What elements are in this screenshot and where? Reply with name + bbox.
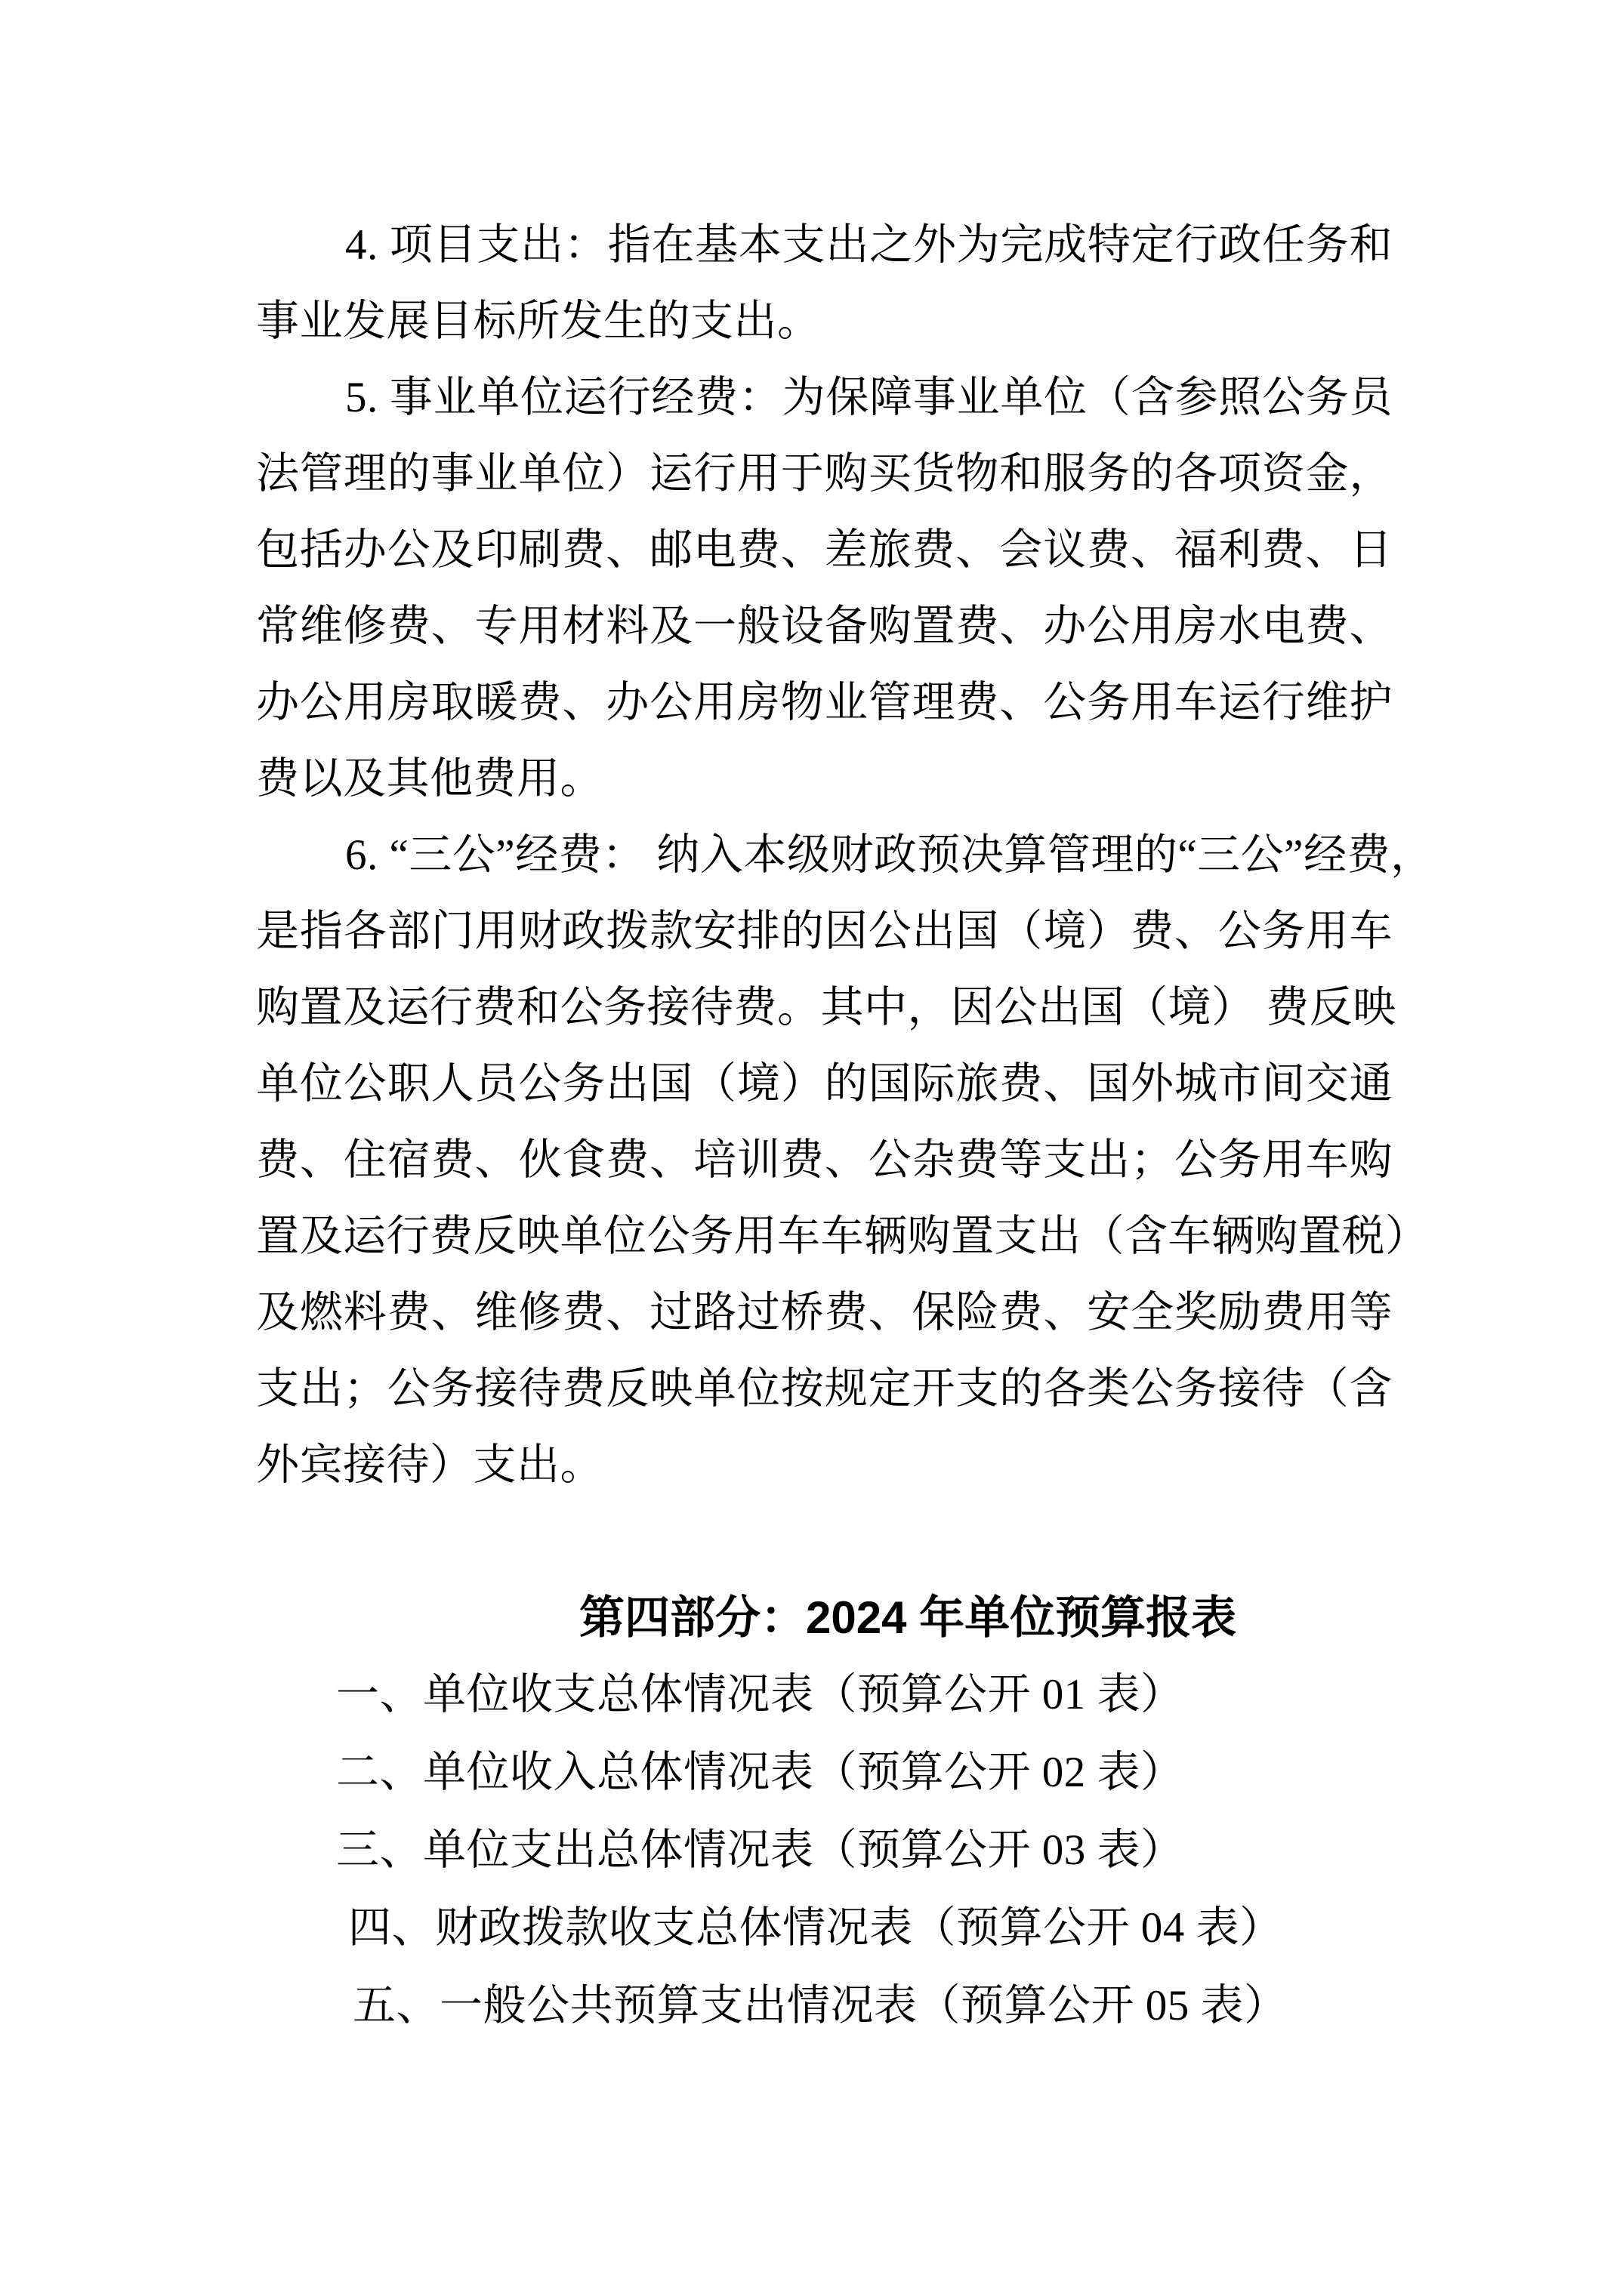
list-item: 二、单位收入总体情况表（预算公开 02 表）	[336, 1749, 1184, 1796]
body-line: 5. 事业单位运行经费：为保障事业单位（含参照公务员	[345, 374, 1393, 421]
body-line: 法管理的事业单位）运行用于购买货物和服务的各项资金，	[256, 450, 1393, 498]
body-line: 费、住宿费、伙食费、培训费、公杂费等支出；公务用车购	[256, 1136, 1393, 1184]
body-line: 单位公职人员公务出国（境）的国际旅费、国外城市间交通	[256, 1060, 1393, 1108]
body-line: 外宾接待）支出。	[256, 1441, 603, 1489]
list-item: 一、单位收支总体情况表（预算公开 01 表）	[336, 1671, 1184, 1718]
body-line: 是指各部门用财政拨款安排的因公出国（境）费、公务用车	[256, 908, 1393, 955]
section-heading: 第四部分：2024 年单位预算报表	[579, 1592, 1237, 1643]
list-item: 四、财政拨款收支总体情况表（预算公开 04 表）	[348, 1904, 1283, 1952]
report-table-list	[256, 1656, 1393, 2045]
body-line: 购置及运行费和公务接待费。其中，因公出国（境） 费反映	[256, 984, 1396, 1031]
body-line: 常维修费、专用材料及一般设备购置费、办公用房水电费、	[256, 603, 1393, 650]
paragraph-item-5	[256, 359, 1393, 817]
body-line: 4. 项目支出：指在基本支出之外为完成特定行政任务和	[345, 221, 1393, 269]
paragraph-item-4	[256, 207, 1393, 359]
body-line: 置及运行费反映单位公务用车车辆购置支出（含车辆购置税）	[256, 1213, 1429, 1260]
body-line: 及燃料费、维修费、过路过桥费、保险费、安全奖励费用等	[256, 1289, 1393, 1336]
body-line: 事业发展目标所发生的支出。	[256, 297, 821, 345]
list-item: 五、一般公共预算支出情况表（预算公开 05 表）	[353, 1982, 1288, 2029]
body-line: 包括办公及印刷费、邮电费、差旅费、会议费、福利费、日	[256, 526, 1393, 574]
body-line: 支出；公务接待费反映单位按规定开支的各类公务接待（含	[256, 1365, 1393, 1413]
paragraph-item-6	[256, 817, 1434, 1503]
body-line: 费以及其他费用。	[256, 755, 603, 803]
body-line: 6. “三公”经费： 纳入本级财政预决算管理的“三公”经费，	[345, 831, 1434, 879]
body-line: 办公用房取暖费、办公用房物业管理费、公务用车运行维护	[256, 679, 1393, 726]
list-item: 三、单位支出总体情况表（预算公开 03 表）	[336, 1826, 1184, 1874]
